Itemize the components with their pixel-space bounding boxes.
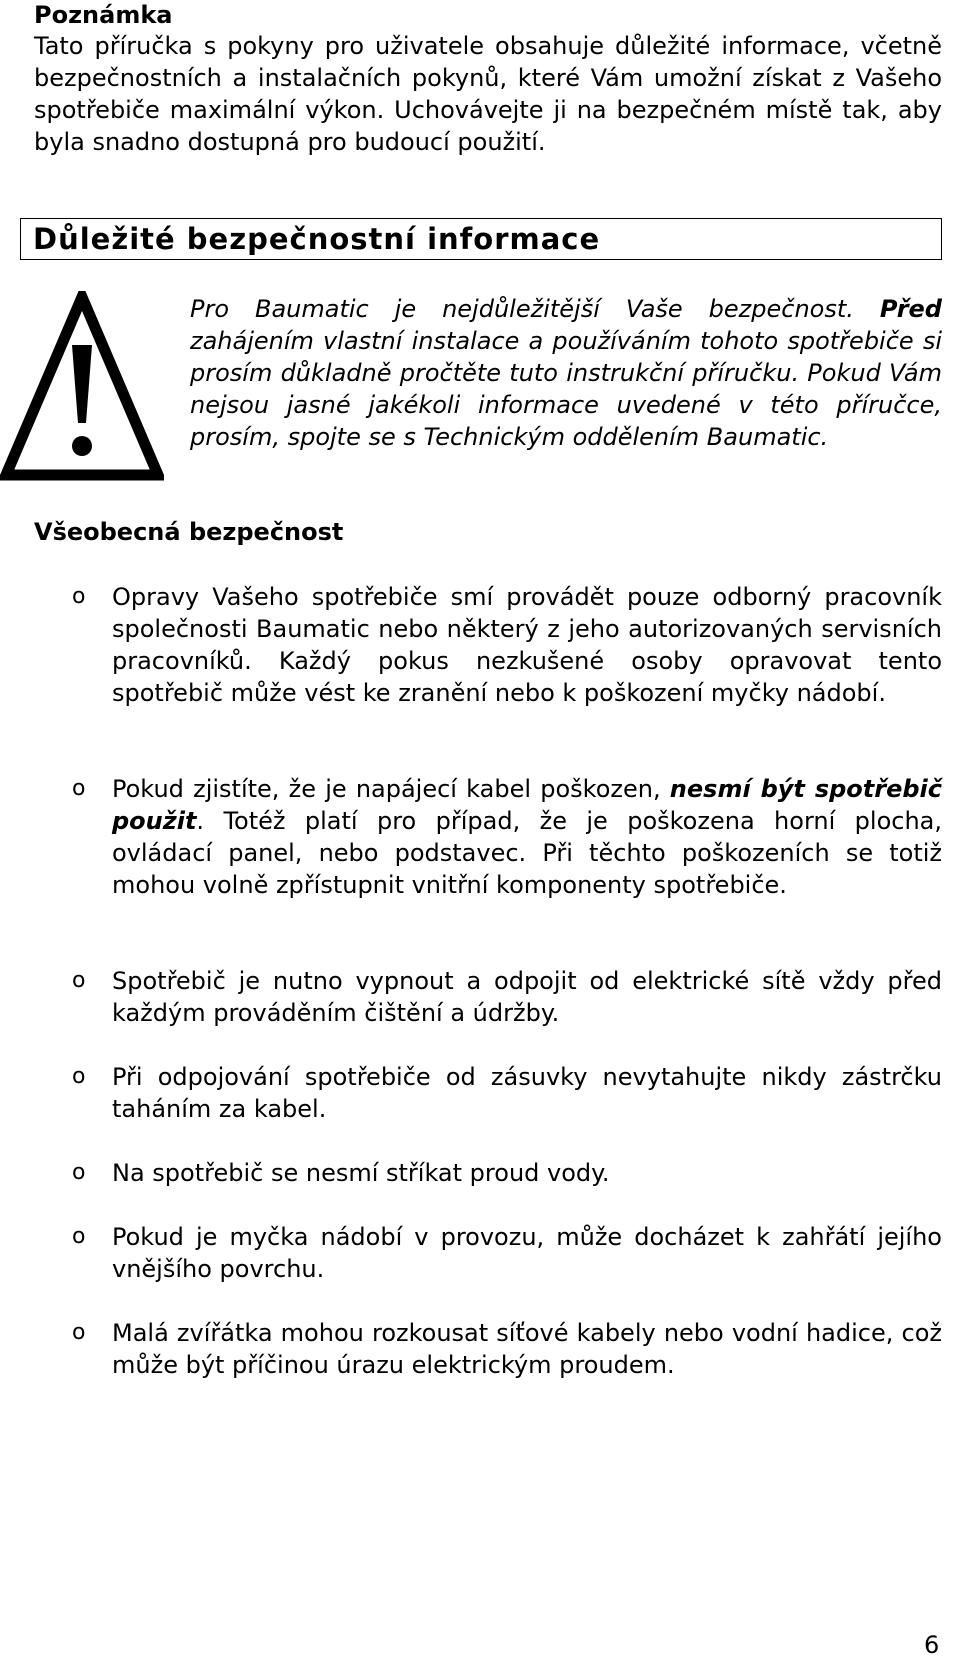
list-item-emphasis: nesmí být spotřebič použit <box>112 775 943 835</box>
bullet-marker: o <box>72 584 86 609</box>
list-item-text-part: Malá zvířátka mohou rozkousat síťové kabely nebo vodní hadice, což může být příčinou úrazu elektrickým proudem. <box>112 1319 942 1379</box>
section-header-box <box>20 218 942 260</box>
bullet-marker: o <box>72 1064 86 1089</box>
section-title: Důležité bezpečnostní informace <box>33 222 601 256</box>
bullet-marker: o <box>72 968 86 993</box>
warning-text-bold: Před <box>879 295 942 323</box>
list-item-text-part: Opravy Vašeho spotřebiče smí provádět pouze odborný pracovník společnosti Baumatic nebo některý z jeho autorizovaných servisních pracovníků. Každý pokus nezkušené osoby opravovat tento spotřebič může vést ke zranění nebo k poškození myčky nádobí. <box>112 583 942 707</box>
bullet-marker: o <box>72 1320 86 1345</box>
warning-text-start: Pro Baumatic je nejdůležitější Vaše bezpečnost. <box>190 295 880 323</box>
bullet-marker: o <box>72 776 86 801</box>
page-number: 6 <box>924 1631 940 1659</box>
list-item-text <box>112 1157 942 1189</box>
list-item-text <box>112 581 942 709</box>
list-item-text-part: Spotřebič je nutno vypnout a odpojit od elektrické sítě vždy před každým prováděním čištění a údržby. <box>112 967 942 1027</box>
bullet-marker: o <box>72 1224 86 1249</box>
warning-text-end: zahájením vlastní instalace a používáním tohoto spotřebiče si prosím důkladně pročtěte tuto instrukční příručku. Pokud Vám nejsou jasné jakékoli informace uvedené v této příručce, prosím, spojte se s Technickým oddělením Baumatic. <box>190 327 942 451</box>
list-item-text-part: Pokud je myčka nádobí v provozu, může docházet k zahřátí jejího vnějšího povrchu. <box>112 1223 942 1283</box>
list-item-text-part: Pokud zjistíte, že je napájecí kabel poškozen, <box>112 775 670 803</box>
list-item-text-part: Při odpojování spotřebiče od zásuvky nevytahujte nikdy zástrčku taháním za kabel. <box>112 1063 942 1123</box>
list-item-text-part: Na spotřebič se nesmí stříkat proud vody. <box>112 1159 610 1187</box>
list-item-text-part: . Totéž platí pro případ, že je poškozena horní plocha, ovládací panel, nebo podstavec. Při těchto poškozeních se totiž mohou volně zpřístupnit vnitřní komponenty spotřebiče. <box>112 807 942 899</box>
warning-text <box>190 293 942 453</box>
warning-triangle-icon <box>0 291 164 481</box>
note-text: Tato příručka s pokyny pro uživatele obsahuje důležité informace, včetně bezpečnostních a instalačních pokynů, které Vám umožní získat z Vašeho spotřebiče maximální výkon. Uchovávejte ji na bezpečném místě tak, aby byla snadno dostupná pro budoucí použití. <box>34 32 942 156</box>
list-item-text <box>112 965 942 1029</box>
list-item-text <box>112 1221 942 1285</box>
list-item-text <box>112 1317 942 1381</box>
general-safety-heading: Všeobecná bezpečnost <box>34 518 344 546</box>
bullet-marker: o <box>72 1160 86 1185</box>
list-item-text <box>112 773 942 901</box>
list-item-text <box>112 1061 942 1125</box>
note-title: Poznámka <box>34 1 173 29</box>
